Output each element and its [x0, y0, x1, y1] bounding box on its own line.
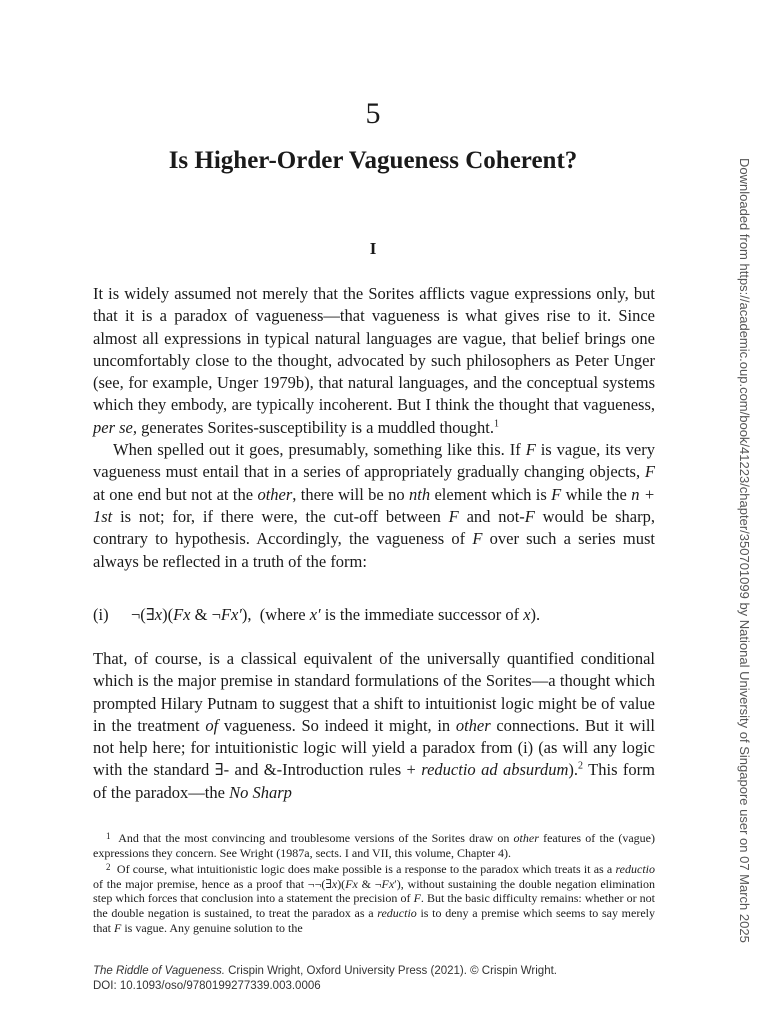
- footnote-2: $^2$ Of course, what intuitionistic logic does make possible is a response to the paradox which treats it as a reductio of the major premise, hence as a proof that ¬¬(∃x)(Fx & ¬Fx′), without sustaining the double negation elimination step which forces that conclusion into a statement the precision of F. But the basic difficulty remains: whether or not the double negation is sustained, to treat the paradox as a reductio is to deny a premise which seems to say merely that F is vague. Any genuine solution to the: [93, 862, 656, 935]
- footer-book-title: The Riddle of Vagueness.: [93, 965, 225, 977]
- footer-citation-text: Crispin Wright, Oxford University Press (2021). © Crispin Wright.: [228, 965, 557, 977]
- paragraph-1: It is widely assumed not merely that the Sorites afflicts vague expressions only, but that it is a paradox of vagueness—that vagueness is what gives rise to it. Since almost all expressions in typical natural languages are vague, that belief brings one uncomfortably close to the thought, advocated by such philosophers as Peter Unger (see, for example, Unger 1979b), that natural languages, and the conceptual systems which they embody, are typically incoherent. But I think the thought that vagueness, per se, generates Sorites-susceptibility is a muddled thought.$^1$: [93, 284, 655, 437]
- chapter-number: 5: [365, 97, 381, 130]
- formula-note: (where x′ is the immediate successor of x).: [259, 605, 541, 624]
- download-watermark: Downloaded from https://academic.oup.com/book/41223/chapter/350701099 by National University of Singapore user on 07 March 2025: [737, 158, 752, 943]
- footer-doi: DOI: 10.1093/oso/9780199277339.003.0006: [93, 980, 321, 992]
- page-footer: [93, 964, 693, 994]
- footnote-1: $^1$ And that the most convincing and troublesome versions of the Sorites draw on other features of the (vague) expressions they concern. See Wright (1987a, sects. I and VII, this volume, Chapter 4).: [93, 831, 655, 860]
- formula-i: [93, 604, 655, 626]
- formula-expression: ¬(∃x)(Fx & ¬Fx′),: [131, 605, 252, 624]
- body-text-bottom: [93, 648, 655, 804]
- paragraph-3: That, of course, is a classical equivalent of the universally quantified conditional which is the major premise in standard formulations of the Sorites—a thought which prompted Hilary Putnam to suggest that a shift to intuitionist logic might be of value in the treatment of vagueness. So indeed it might, in other connections. But it will not help here; for intuitionistic logic will yield a paradox from (i) (as will any logic with the standard ∃- and &-Introduction rules + reductio ad absurdum).$^2$ This form of the paradox—the No Sharp: [93, 649, 655, 802]
- body-text-top: [93, 283, 655, 573]
- formula-label: (i): [93, 605, 109, 624]
- chapter-title: Is Higher-Order Vagueness Coherent?: [168, 147, 578, 174]
- paragraph-2: When spelled out it goes, presumably, something like this. If F is vague, its very vagueness must entail that in a series of appropriately gradually changing objects, F at one end but not at the other, there will be no nth element which is F while the n + 1st is not; for, if there were, the cut-off between F and not-F would be sharp, contrary to hypothesis. Accordingly, the vagueness of F over such a series must always be reflected in a truth of the form:: [93, 440, 655, 571]
- footer-citation: [93, 964, 693, 979]
- section-number: I: [369, 239, 377, 258]
- footnotes: [93, 829, 655, 935]
